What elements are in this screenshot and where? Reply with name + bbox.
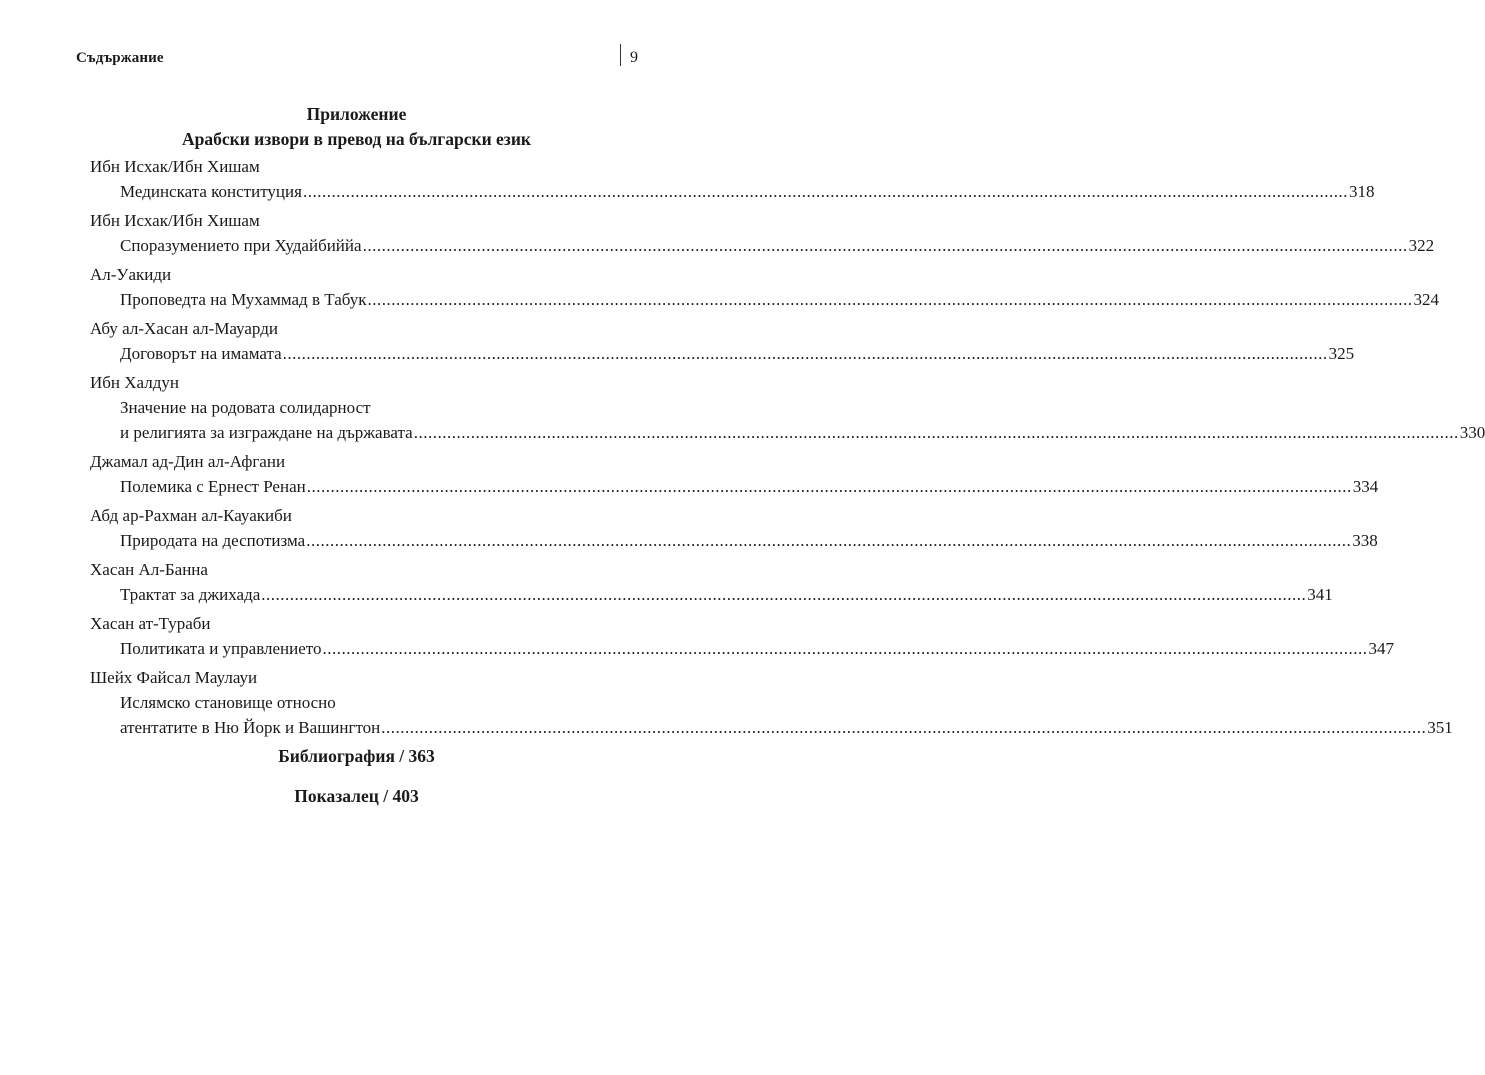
toc-entry-page: 338 xyxy=(1352,531,1378,550)
toc-entry-page: 334 xyxy=(1352,477,1379,496)
table-of-contents xyxy=(90,154,1485,744)
toc-entry-leader-line xyxy=(90,582,1333,607)
toc-entry-author: Абд ар-Рахман ал-Кауакиби xyxy=(90,506,292,525)
toc-entry-page: 341 xyxy=(1307,585,1333,604)
toc-entry-page: 351 xyxy=(1427,718,1453,737)
toc-entry-author: Шейх Файсал Маулауи xyxy=(90,668,258,687)
appendix-heading xyxy=(76,102,637,152)
toc-entry-leader-line xyxy=(90,341,1355,366)
index-entry[interactable]: Показалец / 403 xyxy=(294,786,419,806)
dot-leader: ............................................................................................................................................................................................................................ xyxy=(381,718,1427,737)
toc-entry-title: атентатите в Ню Йорк и Вашингтон xyxy=(120,718,381,737)
toc-entry-leader-line xyxy=(90,233,1435,258)
toc-entry-leader-line xyxy=(90,528,1378,553)
toc-entry-title-line: Ислямско становище относно xyxy=(120,693,336,712)
toc-entry-title: Проповедта на Мухаммад в Табук xyxy=(120,290,367,309)
toc-entry-author: Ал-Уакиди xyxy=(90,265,172,284)
toc-entry-page: 330 xyxy=(1459,423,1485,442)
toc-entry-title: Споразумението при Худайбиййа xyxy=(120,236,362,255)
toc-entry-title-line: Значение на родовата солидарност xyxy=(120,398,371,417)
toc-entry-author: Абу ал-Хасан ал-Мауарди xyxy=(90,319,278,338)
dot-leader: ............................................................................................................................................................................................................................ xyxy=(306,477,1352,496)
toc-entry[interactable] xyxy=(90,370,1485,445)
toc-entry-leader-line xyxy=(90,179,1375,204)
toc-entry-title: Мединската конституция xyxy=(120,182,302,201)
toc-entry[interactable] xyxy=(90,557,1333,607)
toc-entry[interactable] xyxy=(90,208,1435,258)
dot-leader: ............................................................................................................................................................................................................................ xyxy=(413,423,1459,442)
toc-entry[interactable] xyxy=(90,316,1355,366)
toc-entry-author: Ибн Халдун xyxy=(90,373,179,392)
toc-entry-leader-line xyxy=(90,474,1379,499)
toc-entry-author: Ибн Исхак/Ибн Хишам xyxy=(90,211,260,230)
bibliography-entry[interactable]: Библиография / 363 xyxy=(278,746,435,766)
dot-leader: ............................................................................................................................................................................................................................ xyxy=(322,639,1368,658)
appendix-subtitle: Арабски извори в превод на български език xyxy=(181,129,532,149)
dot-leader: ............................................................................................................................................................................................................................ xyxy=(302,182,1348,201)
toc-entry-page: 318 xyxy=(1348,182,1375,201)
toc-entry[interactable] xyxy=(90,262,1439,312)
toc-entry-title: Полемика с Ернест Ренан xyxy=(120,477,306,496)
toc-entry-leader-line xyxy=(90,636,1394,661)
toc-entry-title: Договорът на имамата xyxy=(120,344,282,363)
toc-entry[interactable] xyxy=(90,154,1375,204)
page-number: 9 xyxy=(630,49,638,66)
dot-leader: ............................................................................................................................................................................................................................ xyxy=(362,236,1408,255)
toc-entry-leader-line xyxy=(90,287,1439,312)
toc-entry-title: и религията за изграждане на държавата xyxy=(120,423,413,442)
toc-entry-leader-line xyxy=(90,420,1485,445)
toc-entry[interactable] xyxy=(90,611,1394,661)
toc-entry-title: Политиката и управлението xyxy=(120,639,322,658)
dot-leader: ............................................................................................................................................................................................................................ xyxy=(261,585,1307,604)
toc-entry-page: 347 xyxy=(1368,639,1394,658)
dot-leader: ............................................................................................................................................................................................................................ xyxy=(306,531,1352,550)
toc-entry-page: 322 xyxy=(1408,236,1435,255)
toc-entry-page: 325 xyxy=(1328,344,1355,363)
toc-entry-author: Хасан ат-Тураби xyxy=(90,614,211,633)
header-divider xyxy=(620,44,621,66)
toc-entry[interactable] xyxy=(90,449,1379,499)
toc-entry-author: Джамал ад-Дин ал-Афгани xyxy=(90,452,286,471)
appendix-title: Приложение xyxy=(306,104,407,124)
running-head xyxy=(76,50,640,74)
running-head-title: Съдържание xyxy=(76,50,164,66)
dot-leader: ............................................................................................................................................................................................................................ xyxy=(367,290,1413,309)
toc-entry-page: 324 xyxy=(1413,290,1439,309)
toc-entry-author: Ибн Исхак/Ибн Хишам xyxy=(90,157,260,176)
toc-entry-title: Трактат за джихада xyxy=(120,585,261,604)
toc-entry[interactable] xyxy=(90,503,1378,553)
toc-entry-author: Хасан Ал-Банна xyxy=(90,560,208,579)
toc-entry-leader-line xyxy=(90,715,1453,740)
toc-entry[interactable] xyxy=(90,665,1453,740)
toc-entry-title: Природата на деспотизма xyxy=(120,531,306,550)
dot-leader: ............................................................................................................................................................................................................................ xyxy=(282,344,1328,363)
